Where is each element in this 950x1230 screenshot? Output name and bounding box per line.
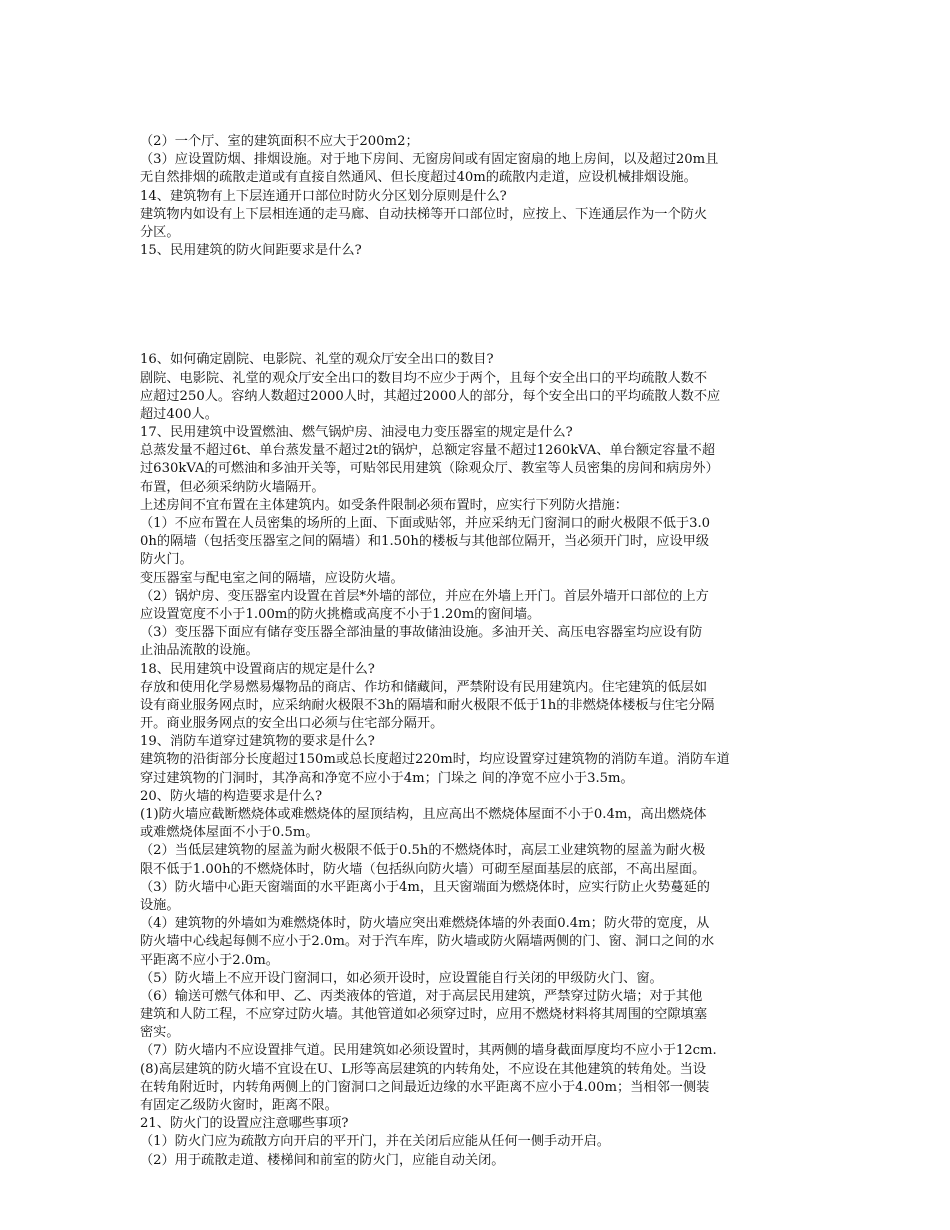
text-line: 超过400人。 bbox=[140, 406, 218, 422]
text-line: 剧院、电影院、礼堂的观众厅安全出口的数目均不应少于两个，且每个安全出口的平均疏散人数不 bbox=[140, 370, 708, 386]
text-line: （3）防火墙中心距天窗端面的水平距离小于4m，且天窗端面为燃烧体时，应实行防止火势蔓延的 bbox=[140, 879, 710, 895]
text-line: （1）不应布置在人员密集的场所的上面、下面或贴邻，并应采纳无门窗洞口的耐火极限不低于3.0 bbox=[140, 516, 711, 531]
text-line: 平距离不应小于2.0m。 bbox=[140, 952, 279, 968]
text-line: 上述房间不宜布置在主体建筑内。如受条件限制必须布置时，应实行下列防火措施： bbox=[140, 497, 628, 513]
text-line: （6）输送可燃气体和甲、乙、丙类液体的管道，对于高层民用建筑，严禁穿过防火墙；对于其他 bbox=[140, 988, 703, 1004]
text-line: 变压器室与配电室之间的隔墙，应设防火墙。 bbox=[140, 570, 404, 586]
text-line: 建筑物内如设有上下层相连通的走马廊、自动扶梯等开口部位时，应按上、下连通层作为一个防火 bbox=[140, 206, 708, 222]
text-line: （2）锅炉房、变压器室内设置在首层*外墙的部位，并应在外墙上开门。首层外墙开口部位的上方 bbox=[140, 588, 709, 604]
text-line: 无自然排烟的疏散走道或有直接自然通风、但长度超过40m的疏散内走道，应设机械排烟设施。 bbox=[140, 170, 697, 186]
text-line: (1)防火墙应截断燃烧体或难燃烧体的屋顶结构，且应高出不燃烧体屋面不小于0.4m，高出燃烧体 bbox=[140, 807, 707, 822]
text-line: 设施。 bbox=[140, 897, 180, 913]
text-line: 布置，但必须采纳防火墙隔开。 bbox=[140, 479, 325, 495]
text-block-upper bbox=[140, 133, 812, 260]
text-line: 或难燃烧体屋面不小于0.5m。 bbox=[140, 825, 319, 841]
text-line: （7）防火墙内不应设置排气道。民用建筑如必须设置时，其两侧的墙身截面厚度均不应小于12cm. bbox=[140, 1043, 717, 1059]
text-line: 0h的隔墙（包括变压器室之间的隔墙）和1.50h的楼板与其他部位隔开，当必须开门时，应设甲级 bbox=[140, 534, 710, 550]
text-line: 分区。 bbox=[140, 224, 180, 240]
text-line: 在转角附近时，内转角两侧上的门窗洞口之间最近边缘的水平距离不应小于4.00m；当相邻一侧装 bbox=[140, 1079, 710, 1095]
text-line: 防火墙中心线起每侧不应小于2.0m。对于汽车库，防火墙或防火隔墙两侧的门、窗、洞口之间的水 bbox=[140, 934, 715, 950]
text-line: 设有商业服务网点时，应采纳耐火极限不3h的隔墙和耐火极限不低于1h的非燃烧体楼板与住宅分隔 bbox=[140, 697, 715, 713]
text-line: 17、民用建筑中设置燃油、燃气锅炉房、油浸电力变压器室的规定是什么? bbox=[140, 425, 573, 441]
text-line: 止油品流散的设施。 bbox=[140, 643, 259, 659]
text-line: 21、防火门的设置应注意哪些事项? bbox=[140, 1116, 349, 1132]
text-line: （2）当低层建筑物的屋盖为耐火极限不低于0.5h的不燃烧体时，高层工业建筑物的屋盖为耐火极 bbox=[140, 843, 706, 859]
text-line: (8)高层建筑的防火墙不宜设在U、L形等高层建筑的内转角处，不应设在其他建筑的转角处。当设 bbox=[140, 1061, 707, 1077]
blank-gap bbox=[140, 260, 812, 351]
text-line: （5）防火墙上不应开设门窗洞口，如必须开设时，应设置能自行关闭的甲级防火门、窗。 bbox=[140, 970, 663, 986]
text-line: 穿过建筑物的门洞时，其净高和净宽不应小于4m；门垛之 间的净宽不应小于3.5m。 bbox=[140, 770, 634, 786]
text-line: 开。商业服务网点的安全出口必须与住宅部分隔开。 bbox=[140, 716, 444, 732]
text-line: （1）防火门应为疏散方向开启的平开门，并在关闭后应能从任何一侧手动开启。 bbox=[140, 1134, 610, 1150]
text-line: 过630kVA的可燃油和多油开关等，可贴邻民用建筑（除观众厅、教室等人员密集的房间和病房外） bbox=[140, 461, 719, 477]
document-page bbox=[140, 133, 812, 1170]
text-line: 有固定乙级防火窗时，距离不限。 bbox=[140, 1098, 338, 1113]
text-line: （2）用于疏散走道、楼梯间和前室的防火门，应能自动关闭。 bbox=[140, 1152, 505, 1168]
text-line: 20、防火墙的构造要求是什么? bbox=[140, 788, 323, 804]
text-line: （2）一个厅、室的建筑面积不应大于200m2； bbox=[140, 134, 419, 149]
text-line: 防火门。 bbox=[140, 552, 193, 568]
text-line: 15、民用建筑的防火间距要求是什么? bbox=[140, 243, 362, 259]
text-line: 密实。 bbox=[140, 1025, 180, 1041]
text-line: （3）应设置防烟、排烟设施。对于地下房间、无窗房间或有固定窗扇的地上房间，以及超过20m且 bbox=[140, 152, 719, 168]
text-line: 应超过250人。容纳人数超过2000人时，其超过2000人的部分，每个安全出口的平均疏散人数不应 bbox=[140, 388, 721, 404]
text-line: 14、建筑物有上下层连通开口部位时防火分区划分原则是什么? bbox=[140, 188, 507, 204]
text-line: 应设置宽度不小于1.00m的防火挑檐或高度不小于1.20m的窗间墙。 bbox=[140, 606, 541, 622]
text-line: 18、民用建筑中设置商店的规定是什么? bbox=[140, 661, 375, 677]
text-line: 16、如何确定剧院、电影院、礼堂的观众厅安全出口的数目? bbox=[140, 352, 494, 368]
text-block-lower bbox=[140, 351, 812, 1169]
text-line: 19、消防车道穿过建筑物的要求是什么? bbox=[140, 734, 375, 750]
text-line: （4）建筑物的外墙如为难燃烧体时，防火墙应突出难燃烧体墙的外表面0.4m；防火带的宽度，从 bbox=[140, 916, 710, 932]
text-line: 存放和使用化学易燃易爆物品的商店、作坊和储藏间，严禁附设有民用建筑内。住宅建筑的低层如 bbox=[140, 679, 708, 695]
text-line: 限不低于1.00h的不燃烧体时，防火墙（包括纵向防火墙）可砌至屋面基层的底部，不高出屋面。 bbox=[140, 861, 706, 877]
text-line: （3）变压器下面应有储存变压器全部油量的事故储油设施。多油开关、高压电容器室均应设有防 bbox=[140, 625, 703, 641]
text-line: 建筑物的沿街部分长度超过150m或总长度超过220m时，均应设置穿过建筑物的消防车道。消防车道 bbox=[140, 752, 730, 768]
text-line: 总蒸发量不超过6t、单台蒸发量不超过2t的锅炉，总额定容量不超过1260kVA、单台额定容量不超 bbox=[140, 443, 716, 459]
text-line: 建筑和人防工程，不应穿过防火墙。其他管道如必须穿过时，应用不燃烧材料将其周围的空隙填塞 bbox=[140, 1007, 708, 1023]
